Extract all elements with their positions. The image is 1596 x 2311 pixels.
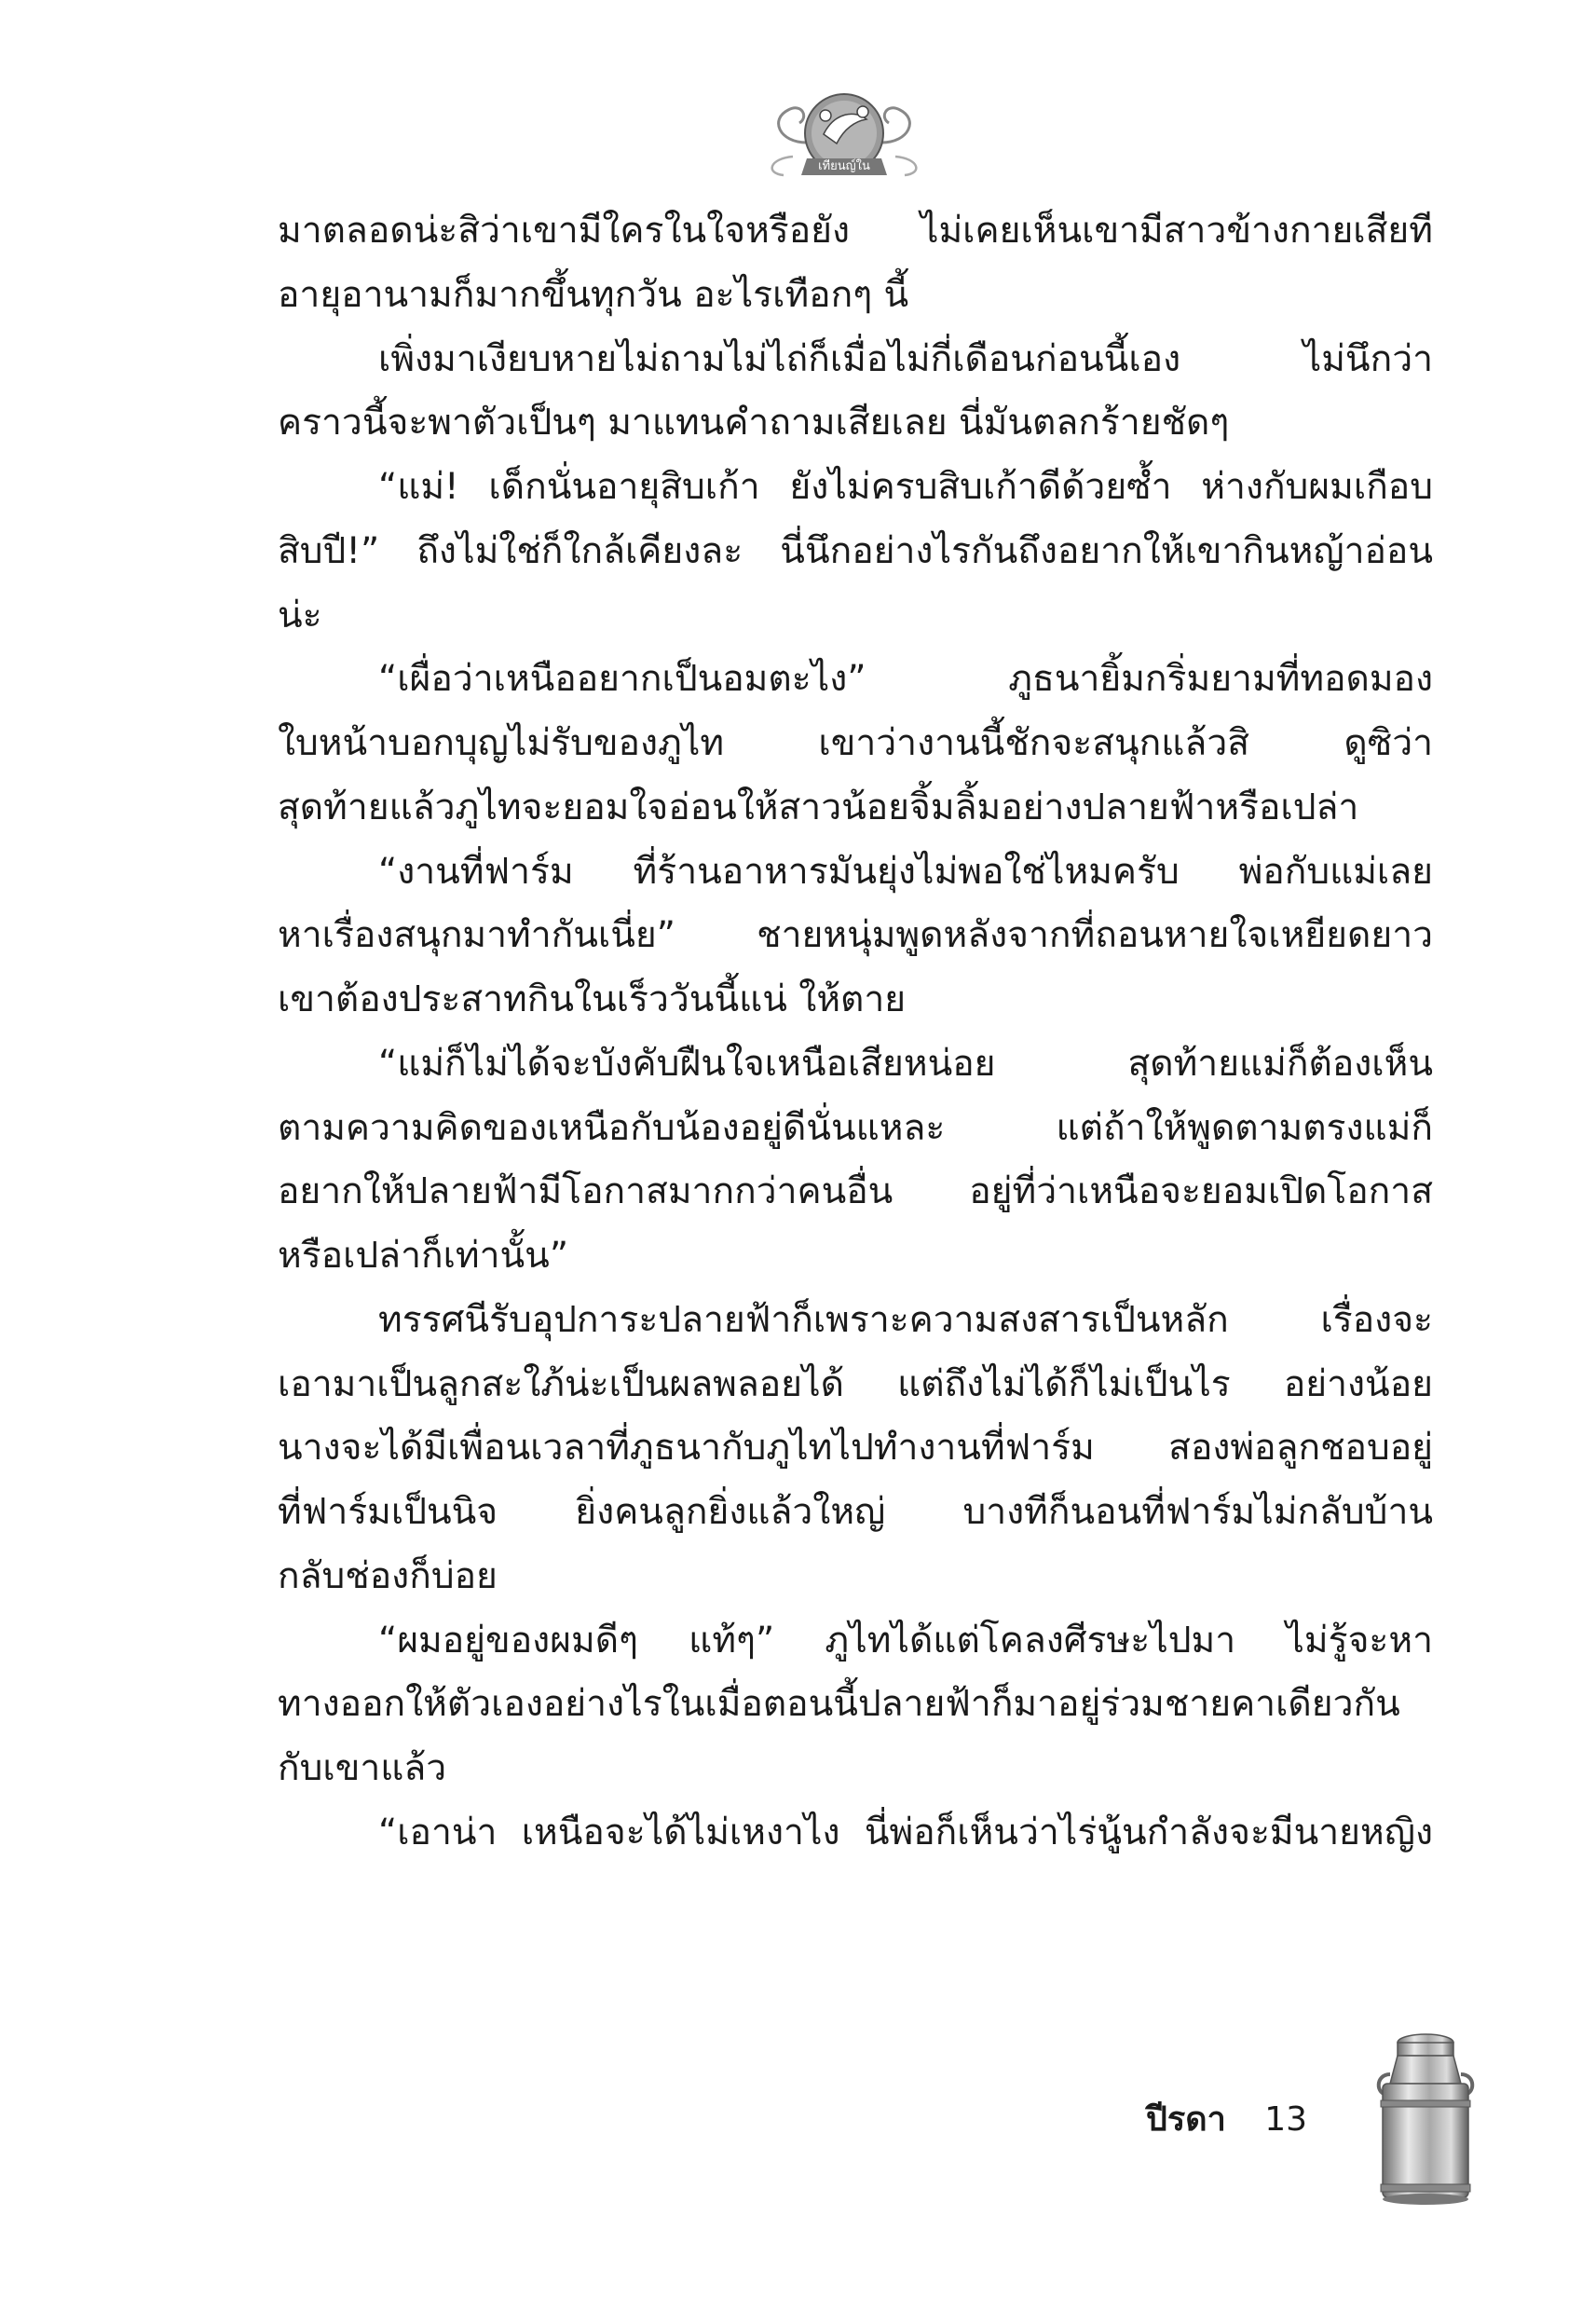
text-line: หรือเปล่าก็เท่านั้น” [278,1235,569,1277]
text-line: “เผื่อว่าเหนืออยากเป็นอมตะไง” ภูธนายิ้มกริ่มยามที่ทอดมอง [378,658,1433,701]
body-text [278,199,1433,1866]
text-line: “แม่! เด็กนั่นอายุสิบเก้า ยังไม่ครบสิบเก้าดีด้วยซ้ำ ห่างกับผมเกือบ [378,466,1433,508]
paragraph [278,648,1433,840]
text-line: เขาต้องประสาทกินในเร็ววันนี้แน่ ให้ตาย [278,978,907,1020]
text-line: “แม่ก็ไม่ได้จะบังคับฝืนใจเหนือเสียหน่อย สุดท้ายแม่ก็ต้องเห็น [378,1042,1433,1085]
paragraph [278,328,1433,457]
text-line: นางจะได้มีเพื่อนเวลาที่ภูธนากับภูไทไปทำงานที่ฟาร์ม สองพ่อลูกชอบอยู่ [278,1427,1433,1470]
text-line: ที่ฟาร์มเป็นนิจ ยิ่งคนลูกยิ่งแล้วใหญ่ บางทีก็นอนที่ฟาร์มไม่กลับบ้าน [278,1491,1433,1533]
text-line: “ผมอยู่ของผมดีๆ แท้ๆ” ภูไทได้แต่โคลงศีรษะไปมา ไม่รู้จะหา [378,1619,1433,1661]
paragraph [278,199,1433,328]
text-line: เอามาเป็นลูกสะใภ้น่ะเป็นผลพลอยได้ แต่ถึงไม่ได้ก็ไม่เป็นไร อย่างน้อย [278,1362,1433,1405]
text-line: อยากให้ปลายฟ้ามีโอกาสมากกว่าคนอื่น อยู่ที่ว่าเหนือจะยอมเปิดโอกาส [278,1170,1433,1213]
book-title: ปีรดา [1146,2100,1226,2139]
paragraph [278,1289,1433,1609]
text-line: กลับช่องก็บ่อย [278,1554,498,1597]
page-footer [1146,2087,1307,2153]
text-line: หาเรื่องสนุกมาทำกันเนี่ย” ชายหนุ่มพูดหลังจากที่ถอนหายใจเหยียดยาว [278,914,1433,957]
paragraph [278,1801,1433,1866]
paragraph [278,841,1433,1032]
text-line: ตามความคิดของเหนือกับน้องอยู่ดีนั่นแหละ แต่ถ้าให้พูดตามตรงแม่ก็ [278,1106,1433,1149]
paragraph [278,1609,1433,1801]
text-line: “งานที่ฟาร์ม ที่ร้านอาหารมันยุ่งไม่พอใช่ไหมครับ พ่อกับแม่เลย [378,850,1433,893]
header-crest [751,54,937,194]
paragraph [278,1032,1433,1289]
text-line: ทางออกให้ตัวเองอย่างไรในเมื่อตอนนี้ปลายฟ้าก็มาอยู่ร่วมชายคาเดียวกัน [278,1683,1400,1726]
text-line: “เอาน่า เหนือจะได้ไม่เหงาไง นี่พ่อก็เห็นว่าไร่นู้นกำลังจะมีนายหญิง [378,1811,1433,1853]
page-number: 13 [1264,2100,1308,2139]
text-line: สิบปี!” ถึงไม่ใช่ก็ใกล้เคียงละ นี่นึกอย่างไรกันถึงอยากให้เขากินหญ้าอ่อน [278,529,1433,572]
text-line: ใบหน้าบอกบุญไม่รับของภูไท เขาว่างานนี้ชักจะสนุกแล้วสิ ดูซิว่า [278,722,1433,764]
text-line: มาตลอดน่ะสิว่าเขามีใครในใจหรือยัง ไม่เคยเห็นเขามีสาวข้างกายเสียที [278,210,1433,252]
text-line: กับเขาแล้ว [278,1747,447,1789]
text-line: อายุอานามก็มากขึ้นทุกวัน อะไรเทือกๆ นี้ [278,273,909,316]
paragraph [278,456,1433,648]
text-line: สุดท้ายแล้วภูไทจะยอมใจอ่อนให้สาวน้อยจิ้มลิ้มอย่างปลายฟ้าหรือเปล่า [278,786,1359,828]
crest-logo-text: เทียนญ์ใน [818,159,870,173]
text-line: เพิ่งมาเงียบหายไม่ถามไม่ไถ่ก็เมื่อไม่กี่เดือนก่อนนี้เอง ไม่นึกว่า [378,337,1433,380]
text-line: ทรรศนีรับอุปการะปลายฟ้าก็เพราะความสงสารเป็นหลัก เรื่องจะ [378,1298,1433,1341]
milk-can-icon [1370,2030,1481,2207]
text-line: น่ะ [278,594,322,636]
text-line: คราวนี้จะพาตัวเป็นๆ มาแทนคำถามเสียเลย นี่มันตลกร้ายชัดๆ [278,402,1230,444]
